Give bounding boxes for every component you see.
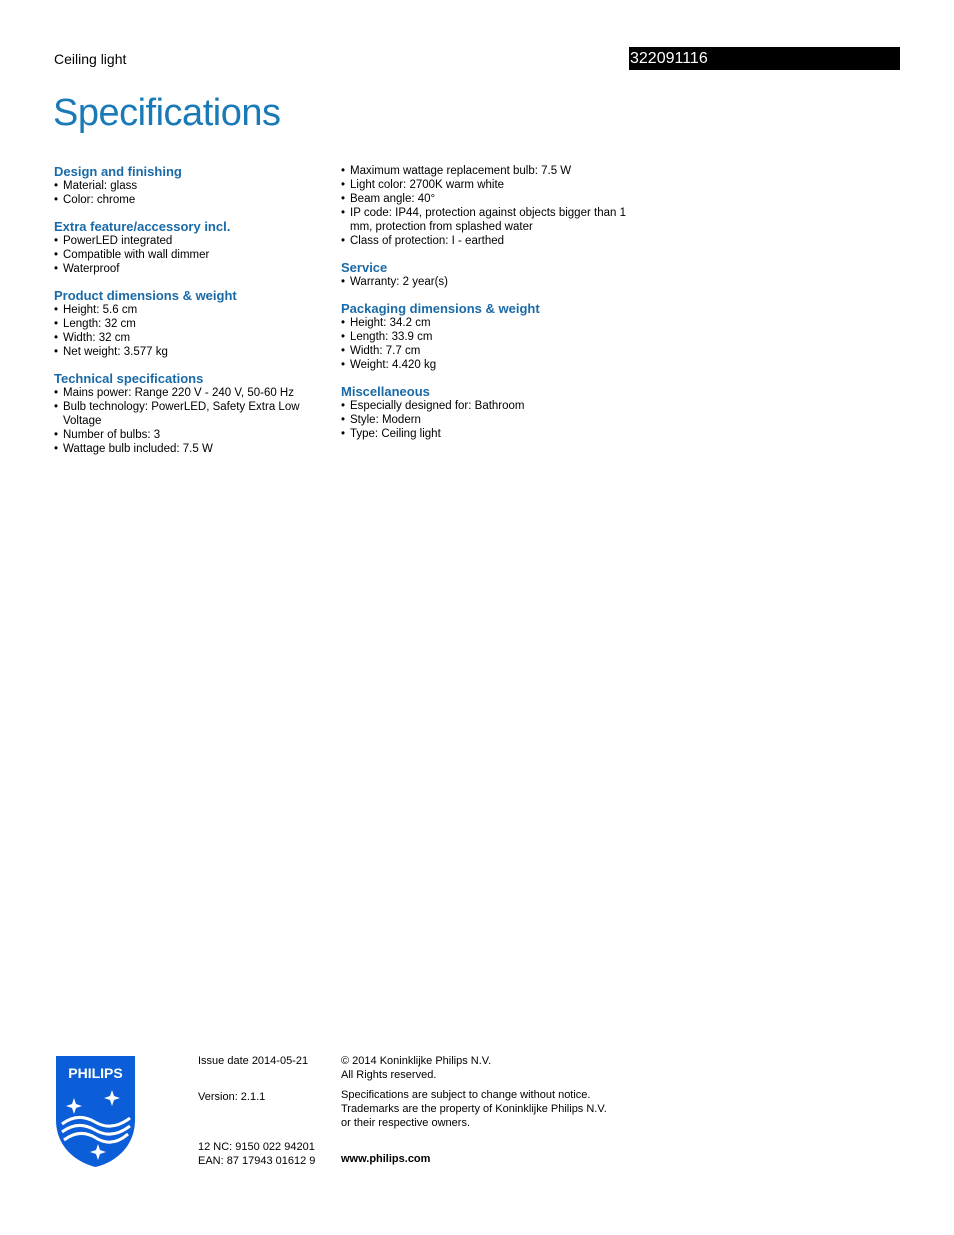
copyright-line: © 2014 Koninklijke Philips N.V. — [341, 1055, 492, 1067]
page-title: Specifications — [53, 92, 281, 134]
owners-line: or their respective owners. — [341, 1117, 470, 1129]
spec-item: • Maximum wattage replacement bulb: 7.5 W — [341, 164, 631, 178]
spec-item: • Class of protection: I - earthed — [341, 234, 631, 248]
spec-list — [341, 399, 631, 441]
section-title: Extra feature/accessory incl. — [54, 219, 231, 234]
notice-line: Specifications are subject to change without notice. — [341, 1089, 591, 1101]
section-title: Packaging dimensions & weight — [341, 301, 540, 316]
spec-section — [54, 164, 324, 207]
section-title: Service — [341, 260, 388, 275]
spec-section-continuation — [341, 164, 631, 248]
spec-item: • Width: 7.7 cm — [341, 344, 631, 358]
spec-item: • Color: chrome — [54, 193, 324, 207]
spec-item: • Width: 32 cm — [54, 331, 324, 345]
ean-number: EAN: 87 17943 01612 9 — [198, 1155, 316, 1167]
spec-item: • Style: Modern — [341, 413, 631, 427]
spec-list — [54, 386, 324, 456]
spec-item: • Light color: 2700K warm white — [341, 178, 631, 192]
spec-item: • Net weight: 3.577 kg — [54, 345, 324, 359]
footer-legal — [341, 1054, 621, 1166]
spec-item: • Number of bulbs: 3 — [54, 428, 324, 442]
footer-meta — [198, 1054, 328, 1168]
spec-item: • Mains power: Range 220 V - 240 V, 50-60 Hz — [54, 386, 324, 400]
issue-date: Issue date 2014-05-21 — [198, 1055, 309, 1067]
spec-list — [54, 303, 324, 359]
spec-item: • Length: 32 cm — [54, 317, 324, 331]
spec-section — [341, 301, 631, 372]
spec-item: • Compatible with wall dimmer — [54, 248, 324, 262]
spec-list — [54, 234, 324, 276]
section-title: Technical specifications — [54, 371, 204, 386]
philips-shield-logo — [54, 1054, 137, 1169]
spec-item: • Type: Ceiling light — [341, 427, 631, 441]
spec-list — [341, 164, 631, 248]
spec-section — [341, 384, 631, 441]
product-code-bar: 322091116 — [629, 47, 900, 70]
section-title: Design and finishing — [54, 164, 182, 179]
spec-item: • Warranty: 2 year(s) — [341, 275, 631, 289]
specs-left-column — [54, 164, 324, 468]
spec-item: • IP code: IP44, protection against objects bigger than 1 mm, protection from splashed water — [341, 206, 631, 234]
version: Version: 2.1.1 — [198, 1091, 266, 1103]
spec-item: • Weight: 4.420 kg — [341, 358, 631, 372]
spec-item: • Bulb technology: PowerLED, Safety Extra Low Voltage — [54, 400, 324, 428]
spec-item: • Material: glass — [54, 179, 324, 193]
spec-item: • Length: 33.9 cm — [341, 330, 631, 344]
spec-item: • Height: 5.6 cm — [54, 303, 324, 317]
spec-section — [54, 288, 324, 359]
website-link[interactable]: www.philips.com — [341, 1153, 431, 1165]
logo-wordmark: PHILIPS — [68, 1065, 123, 1081]
product-type: Ceiling light — [54, 51, 127, 67]
spec-section — [54, 371, 324, 456]
spec-item: • Waterproof — [54, 262, 324, 276]
spec-item: • Height: 34.2 cm — [341, 316, 631, 330]
spec-list — [341, 275, 631, 289]
section-title: Miscellaneous — [341, 384, 430, 399]
rights-line: All Rights reserved. — [341, 1069, 437, 1081]
specs-right-column — [341, 164, 631, 453]
spec-item: • Especially designed for: Bathroom — [341, 399, 631, 413]
trademark-line: Trademarks are the property of Koninklijke Philips N.V. — [341, 1103, 607, 1115]
spec-item: • Wattage bulb included: 7.5 W — [54, 442, 324, 456]
nc-number: 12 NC: 9150 022 94201 — [198, 1141, 315, 1153]
spec-list — [341, 316, 631, 372]
spec-item: • Beam angle: 40° — [341, 192, 631, 206]
section-title: Product dimensions & weight — [54, 288, 237, 303]
spec-section — [54, 219, 324, 276]
spec-item: • PowerLED integrated — [54, 234, 324, 248]
spec-section — [341, 260, 631, 289]
spec-list — [54, 179, 324, 207]
